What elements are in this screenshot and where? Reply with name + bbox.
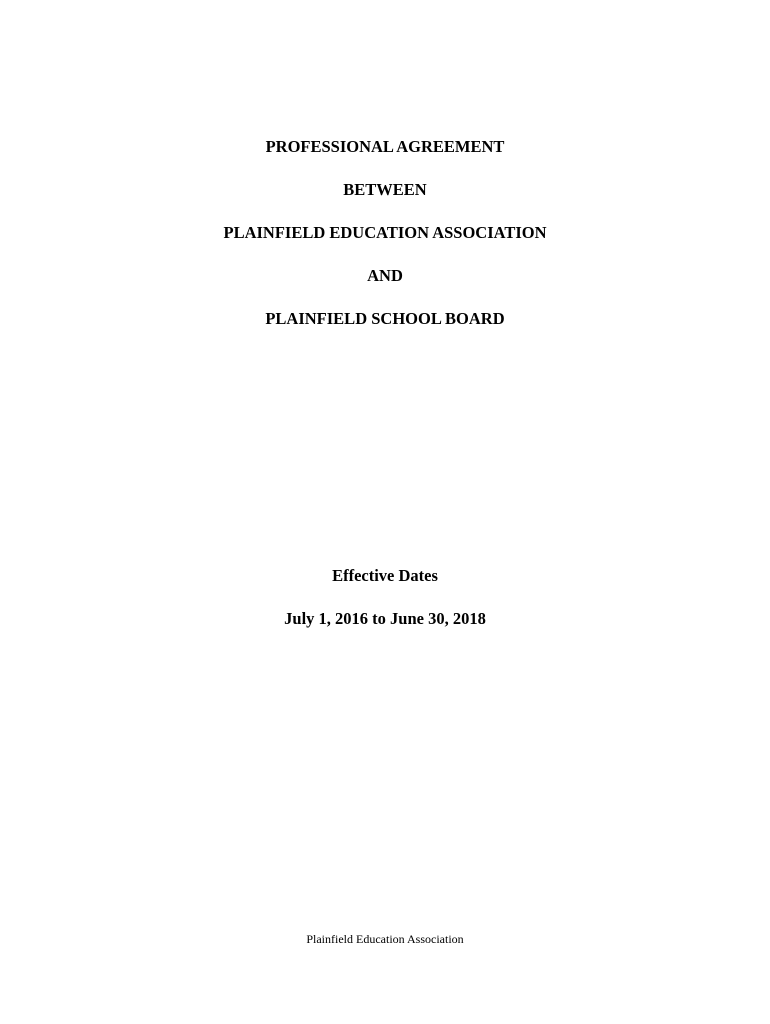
effective-date-range: July 1, 2016 to June 30, 2018 xyxy=(284,609,486,628)
party-association: PLAINFIELD EDUCATION ASSOCIATION xyxy=(223,223,547,242)
effective-dates-heading: Effective Dates xyxy=(332,566,438,585)
and-label: AND xyxy=(367,266,403,285)
agreement-title: PROFESSIONAL AGREEMENT xyxy=(265,137,505,156)
party-school-board: PLAINFIELD SCHOOL BOARD xyxy=(265,309,505,328)
page-footer: Plainfield Education Association xyxy=(306,932,464,946)
between-label: BETWEEN xyxy=(343,180,427,199)
